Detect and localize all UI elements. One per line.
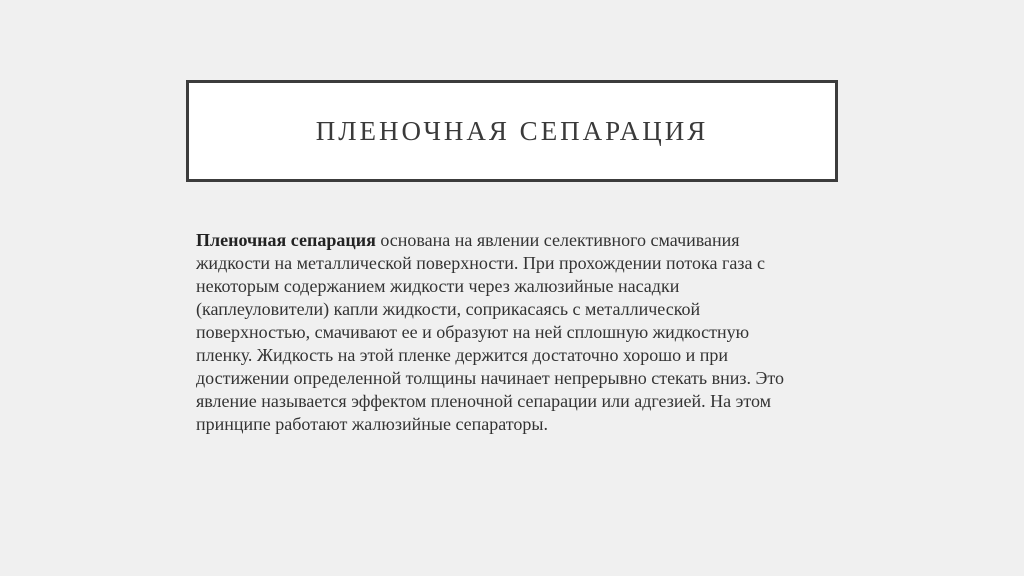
body-line-1-rest: основана на явлении селективного смачивания (375, 230, 740, 250)
body-line: некоторым содержанием жидкости через жалюзийные насадки (196, 276, 680, 296)
body-line: поверхностью, смачивают ее и образуют на ней сплошную жидкостную (196, 322, 750, 342)
body-line: (каплеуловители) капли жидкости, соприкасаясь с металлической (196, 299, 701, 319)
body-paragraph (196, 229, 836, 436)
slide-title: ПЛЕНОЧНАЯ СЕПАРАЦИЯ (315, 115, 709, 146)
body-line: явление называется эффектом пленочной сепарации или адгезией. На этом (196, 391, 772, 411)
title-box (186, 80, 838, 182)
body-line-1 (196, 229, 836, 252)
body-line: достижении определенной толщины начинает непрерывно стекать вниз. Это (196, 368, 785, 388)
body-line: жидкости на металлической поверхности. При прохождении потока газа с (196, 253, 765, 273)
body-line: принципе работают жалюзийные сепараторы. (196, 414, 549, 434)
body-term: Пленочная сепарация (196, 230, 376, 250)
body-line: пленку. Жидкость на этой пленке держится достаточно хорошо и при (196, 345, 729, 365)
